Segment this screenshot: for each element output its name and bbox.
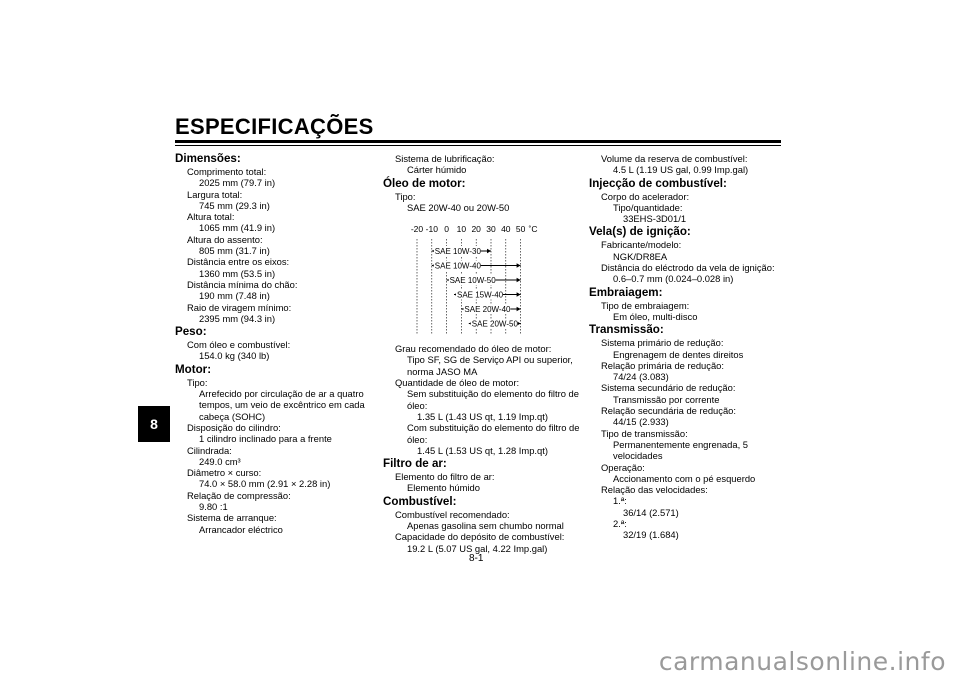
oil-viscosity-chart (383, 219, 583, 339)
spec-line: Transmissão por corrente (613, 393, 720, 405)
spec-line: 1.35 L (1.43 US qt, 1.19 Imp.qt) (417, 410, 548, 422)
column-1 (175, 151, 375, 535)
spec-line: Sem substituição do elemento do filtro de (407, 388, 579, 400)
spec-line: SAE 20W-40 ou 20W-50 (407, 201, 510, 213)
spec-line: Operação: (601, 461, 645, 473)
spec-line: Sistema de lubrificação: (395, 153, 495, 164)
oil-viscosity-svg (383, 219, 583, 339)
spec-line: Tipo SF, SG de Serviço API ou superior, (407, 354, 573, 366)
watermark: carmanualsonline.info (658, 647, 946, 676)
spec-line: Corpo do acelerador: (601, 190, 690, 202)
spec-line: 32/19 (1.684) (623, 529, 679, 541)
spec-line: óleo: (407, 433, 428, 445)
spec-line: Volume da reserva de combustível: (601, 153, 748, 164)
spec-line: 2025 mm (79.7 in) (199, 177, 276, 189)
spec-line: Distância do eléctrodo da vela de ignição: (601, 262, 775, 274)
spec-line: Com substituição do elemento do filtro de (407, 422, 580, 434)
spec-line: Largura total: (187, 188, 243, 200)
oil-grade-label: SAE 20W-40 (464, 305, 511, 315)
spec-line: Tipo: (187, 376, 208, 388)
spec-line: 0.6–0.7 mm (0.024–0.028 in) (613, 273, 734, 285)
spec-line: Grau recomendado do óleo de motor: (395, 343, 552, 355)
oil-grade-label: SAE 15W-40 (457, 290, 504, 300)
title-rule-thin (175, 145, 781, 146)
spec-line: velocidades (613, 450, 663, 462)
spec-line: Tipo: (395, 190, 416, 202)
column-3 (589, 153, 789, 541)
spec-line: Cilindrada: (187, 444, 232, 456)
spec-line: Sistema secundário de redução: (601, 382, 736, 394)
spec-line: NGK/DR8EA (613, 250, 668, 262)
spec-line: Arrefecido por circulação de ar a quatro (199, 388, 364, 400)
arrow-head (517, 292, 521, 296)
arrow-head (487, 249, 491, 253)
spec-line: Tipo/quantidade: (613, 201, 683, 213)
spec-line: Quantidade de óleo de motor: (395, 377, 520, 389)
oil-grade-label: SAE 10W-40 (434, 261, 481, 271)
spec-line: 154.0 kg (340 lb) (199, 350, 270, 362)
section-heading: Filtro de ar: (383, 457, 447, 471)
spec-line: Com óleo e combustível: (187, 339, 291, 351)
spec-line: 4.5 L (1.19 US gal, 0.99 Imp.gal) (613, 164, 749, 176)
oil-grade-label: SAE 10W-30 (434, 247, 481, 257)
spec-line: Sistema primário de redução: (601, 337, 724, 349)
spec-line: Altura total: (187, 211, 235, 223)
spec-line: Tipo de embraiagem: (601, 299, 690, 311)
spec-line: 9.80 :1 (199, 501, 228, 513)
spec-line: Disposição do cilindro: (187, 421, 281, 433)
spec-line: 33EHS-3D01/1 (623, 213, 687, 225)
spec-line: norma JASO MA (407, 365, 478, 377)
oil-grade-label: SAE 10W-50 (449, 276, 496, 286)
spec-line: Accionamento com o pé esquerdo (613, 472, 756, 484)
arrow-head (517, 263, 521, 267)
arrow-head (517, 307, 521, 311)
spec-line: Em óleo, multi-disco (613, 310, 698, 322)
spec-line: Distância mínima do chão: (187, 278, 298, 290)
spec-line: 1065 mm (41.9 in) (199, 222, 276, 234)
spec-line: Arrancador eléctrico (199, 523, 283, 535)
title-rule (175, 140, 781, 143)
spec-line: 2.ª: (613, 518, 627, 530)
column-2-top (383, 153, 583, 213)
page-number: 8-1 (469, 553, 484, 564)
spec-line: 1.ª: (613, 495, 627, 507)
temp-tick-label: 10 (456, 224, 467, 235)
spec-line: Apenas gasolina sem chumbo normal (407, 520, 564, 532)
spec-line: Engrenagem de dentes direitos (613, 348, 744, 360)
spec-line: 190 mm (7.48 in) (199, 290, 270, 302)
spec-line: 19.2 L (5.07 US gal, 4.22 Imp.gal) (407, 542, 548, 554)
spec-line: 1 cilindro inclinado para a frente (199, 433, 332, 445)
spec-line: 1360 mm (53.5 in) (199, 267, 276, 279)
section-heading: Transmissão: (589, 323, 664, 337)
temp-tick-label: 20 (471, 224, 481, 235)
temp-tick-label: 30 (486, 224, 496, 235)
section-heading: Injecção de combustível: (589, 176, 727, 190)
temp-tick-label: -20 (410, 224, 424, 235)
spec-line: Elemento húmido (407, 482, 480, 494)
spec-line: Elemento do filtro de ar: (395, 471, 495, 483)
spec-line: Cárter húmido (407, 164, 467, 176)
spec-line: Combustível recomendado: (395, 508, 510, 520)
spec-line: Tipo de transmissão: (601, 427, 688, 439)
page-title: ESPECIFICAÇÕES (175, 114, 374, 139)
spec-line: 44/15 (2.933) (613, 416, 669, 428)
spec-line: cabeça (SOHC) (199, 410, 266, 422)
spec-line: 805 mm (31.7 in) (199, 245, 270, 257)
section-heading: Embraiagem: (589, 285, 663, 299)
spec-line: Relação primária de redução: (601, 359, 724, 371)
temp-unit: ˚C (528, 224, 538, 235)
section-heading: Motor: (175, 362, 212, 376)
spec-line: 2395 mm (94.3 in) (199, 312, 276, 324)
spec-line: Diâmetro × curso: (187, 467, 262, 479)
section-heading: Dimensões: (175, 152, 241, 165)
section-heading: Peso: (175, 325, 207, 339)
temp-tick-label: 0 (444, 224, 449, 235)
spec-line: Relação das velocidades: (601, 484, 708, 496)
spec-line: Permanentemente engrenada, 5 (613, 438, 748, 450)
spec-line: 249.0 cm³ (199, 455, 241, 467)
arrow-head (517, 278, 521, 282)
spec-line: tempos, um veio de excêntrico em cada (199, 399, 365, 411)
spec-line: Raio de viragem mínimo: (187, 301, 292, 313)
spec-line: óleo: (407, 399, 428, 411)
temp-tick-label: 40 (501, 224, 511, 235)
column-2 (383, 153, 583, 554)
section-heading: Vela(s) de ignição: (589, 225, 691, 239)
spec-line: Fabricante/modelo: (601, 239, 682, 251)
spec-line: 1.45 L (1.53 US qt, 1.28 Imp.qt) (417, 444, 548, 456)
spec-line: 745 mm (29.3 in) (199, 199, 270, 211)
spec-line: Capacidade do depósito de combustível: (395, 531, 565, 543)
spec-line: Sistema de arranque: (187, 512, 277, 524)
spec-line: 74/24 (3.083) (613, 371, 669, 383)
spec-line: Relação de compressão: (187, 489, 291, 501)
spec-line: Altura do assento: (187, 233, 263, 245)
spec-line: Relação secundária de redução: (601, 405, 736, 417)
spec-line: 74.0 × 58.0 mm (2.91 × 2.28 in) (199, 478, 331, 490)
section-tab: 8 (138, 406, 170, 442)
oil-grade-label: SAE 20W-50 (471, 319, 518, 329)
spec-line: Distância entre os eixos: (187, 256, 290, 268)
spec-line: Comprimento total: (187, 166, 267, 177)
temp-tick-label: -10 (425, 224, 438, 235)
section-heading: Óleo de motor: (383, 176, 466, 190)
column-2-bottom (383, 343, 583, 554)
section-heading: Combustível: (383, 494, 457, 508)
spec-line: 36/14 (2.571) (623, 506, 679, 518)
temp-tick-label: 50 (515, 224, 526, 235)
